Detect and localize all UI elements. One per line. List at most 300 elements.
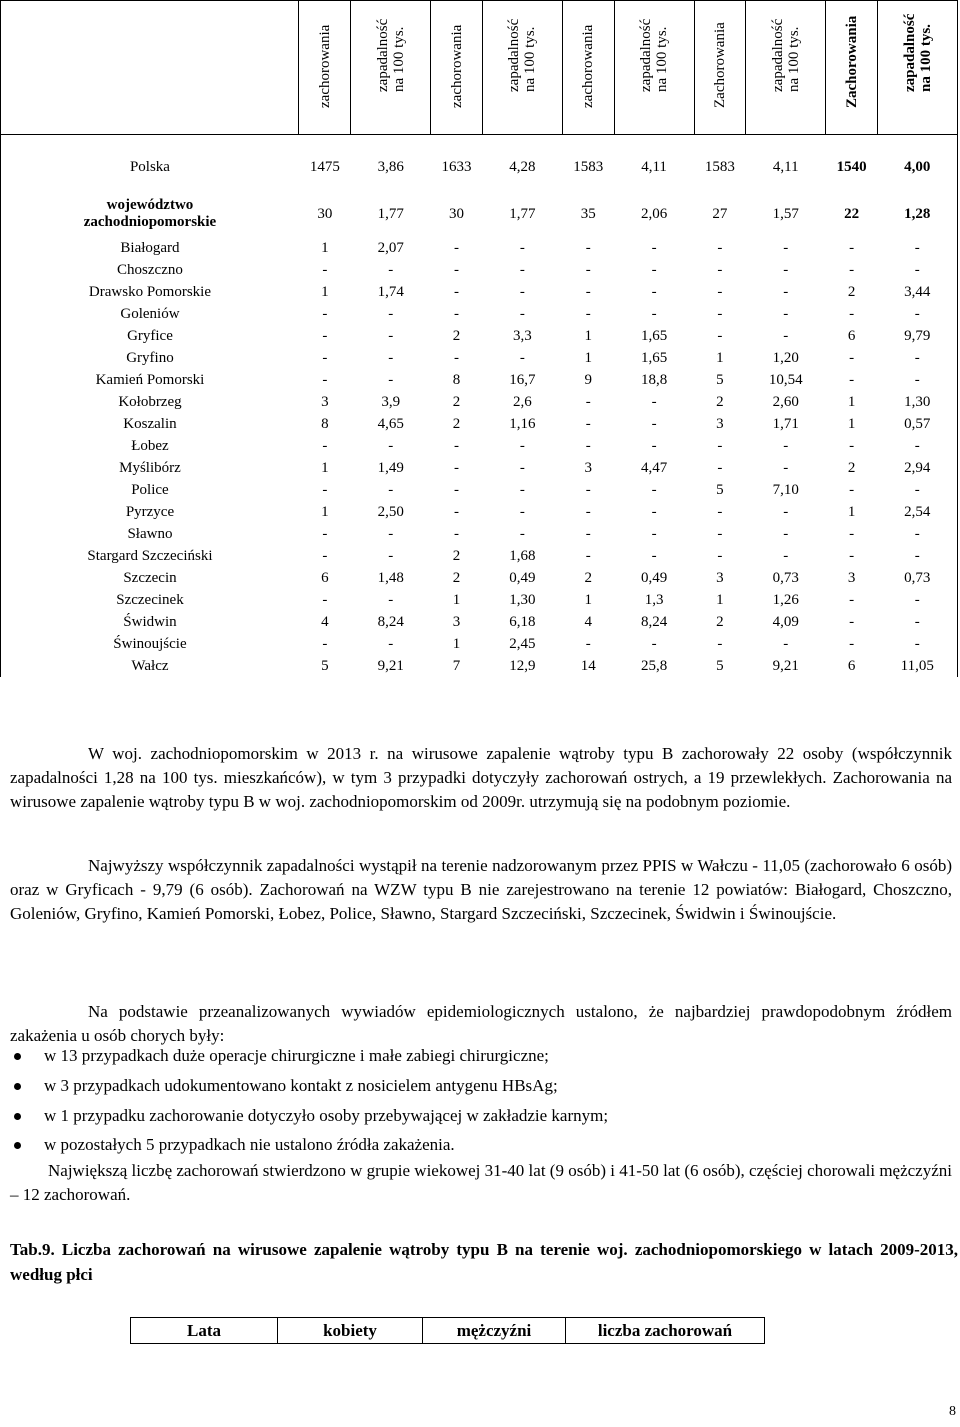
table-cell: -: [322, 261, 328, 278]
column-header: mężczyźni: [423, 1318, 566, 1344]
table-cell: 1,65: [640, 327, 668, 344]
table-cell: 2: [452, 569, 461, 586]
table-cell: 6: [847, 657, 856, 674]
table-cell: -: [783, 327, 789, 344]
table-cell: -: [388, 437, 394, 454]
table-cell: 2: [584, 569, 592, 586]
table-cell: 4,47: [640, 459, 668, 476]
table-cell: -: [519, 437, 525, 454]
table-cell: 9,21: [772, 657, 799, 674]
table-cell: 1,26: [772, 591, 799, 608]
table-cell: -: [717, 437, 723, 454]
table-cell: 1475: [309, 158, 340, 175]
table-cell: 2: [452, 415, 461, 432]
table-cell: -: [878, 237, 958, 259]
table-cell: -: [878, 545, 958, 567]
table-cell: 1583: [704, 158, 735, 175]
row-label: Szczecinek: [1, 589, 299, 611]
row-label: Świdwin: [1, 611, 299, 633]
table-cell: -: [585, 239, 591, 256]
column-header-text: zapadalność: [374, 18, 391, 92]
table-cell: 30: [317, 205, 333, 222]
table-cell: 0,49: [640, 569, 668, 586]
table-cell: 8: [452, 371, 461, 388]
table-cell: 4: [321, 613, 329, 630]
incidence-table: [0, 0, 958, 677]
column-header: kobiety: [278, 1318, 423, 1344]
table-cell: 14: [580, 657, 596, 674]
table-header-row: [131, 1318, 765, 1344]
table-row: [1, 435, 958, 457]
table-cell: -: [322, 635, 328, 652]
table-cell: 10,54: [768, 371, 803, 388]
table-cell: -: [388, 371, 394, 388]
table-cell: -: [849, 547, 855, 564]
table-cell: 1540: [836, 158, 867, 175]
bullet-icon: [14, 1053, 21, 1060]
row-label: Sławno: [1, 523, 299, 545]
table-cell: -: [878, 523, 958, 545]
column-header-text: na 100 tys.: [785, 26, 802, 92]
table-cell: -: [717, 547, 723, 564]
table-cell: 5: [716, 371, 724, 388]
table-cell: -: [651, 415, 657, 432]
table-cell: -: [878, 589, 958, 611]
table-cell: 1,49: [377, 459, 404, 476]
row-label: Police: [1, 479, 299, 501]
table-cell: 1,71: [772, 415, 799, 432]
table-cell: 4,11: [641, 158, 667, 175]
table-cell: -: [519, 349, 525, 366]
table-cell: 2,06: [640, 205, 668, 222]
column-header-text: na 100 tys.: [390, 26, 407, 92]
table-cell: -: [388, 525, 394, 542]
column-header-text: Zachorowania: [711, 22, 728, 108]
table-cell: -: [783, 283, 789, 300]
table-cell: -: [717, 283, 723, 300]
table-cell: 4,28: [509, 158, 536, 175]
table-cell: 1: [584, 591, 592, 608]
table-cell: -: [878, 611, 958, 633]
column-header: [878, 1, 958, 135]
table-cell: -: [388, 261, 394, 278]
table-cell: -: [849, 305, 855, 322]
paragraph-highest-incidence: Najwyższy współczynnik zapadalności wystąpił na terenie nadzorowanym przez PPIS w Wałczu - 11,05 (zachorowało 6 osób) oraz w Gryficach - 9,79 (6 osób). Zachorowań na WZW typu B nie zarejestrowano na terenie 12 powiatów: Białogard, Choszczno, Goleniów, Gryfino, Kamień Pomorski, Łobez, Police, Sławno, Stargard Szczeciński, Szczecinek, Świdwin i Świnoujście.: [10, 856, 952, 923]
table-row: [1, 281, 958, 303]
table-cell: -: [454, 261, 460, 278]
table-cell: -: [878, 303, 958, 325]
table-cell: 2: [847, 459, 856, 476]
table-row: [1, 655, 958, 677]
table-cell: -: [849, 525, 855, 542]
row-label-line: zachodniopomorskie: [83, 214, 217, 230]
table-cell: -: [322, 305, 328, 322]
table-row: [1, 391, 958, 413]
table-cell: 1: [584, 327, 592, 344]
table-cell: -: [585, 525, 591, 542]
table-cell: 2: [847, 283, 856, 300]
table-cell: -: [519, 261, 525, 278]
table-cell: 1,68: [509, 547, 536, 564]
table-cell: -: [519, 525, 525, 542]
table-cell: -: [519, 481, 525, 498]
table-cell: 1,30: [509, 591, 536, 608]
table-cell: -: [878, 369, 958, 391]
table-cell: -: [454, 525, 460, 542]
table-cell: 1,77: [377, 205, 404, 222]
row-label: Szczecin: [1, 567, 299, 589]
table-cell: -: [585, 437, 591, 454]
table-row: [1, 545, 958, 567]
table-cell: -: [388, 481, 394, 498]
table-cell: 5: [716, 481, 724, 498]
table-row: [1, 259, 958, 281]
table-cell: 3: [584, 459, 592, 476]
table-cell: 1,57: [772, 205, 799, 222]
row-label: Polska: [1, 149, 299, 185]
table-cell: -: [454, 503, 460, 520]
table-row: [1, 325, 958, 347]
table-cell: 4,11: [772, 158, 799, 175]
table-cell: 5: [716, 657, 724, 674]
column-header-text: na 100 tys.: [522, 26, 539, 92]
table-cell: 16,7: [509, 371, 536, 388]
table-cell: -: [849, 239, 855, 256]
table-cell: -: [783, 547, 789, 564]
table-cell: -: [783, 459, 789, 476]
bullet-icon: [14, 1142, 21, 1149]
table-cell: 7: [452, 657, 461, 674]
table-cell: -: [388, 591, 394, 608]
table-cell: -: [388, 305, 394, 322]
row-label: Myślibórz: [1, 457, 299, 479]
table-cell: -: [519, 459, 525, 476]
column-header-text: zapadalność: [506, 18, 523, 92]
table-row: [1, 523, 958, 545]
bullet-item: w 3 przypadkach udokumentowano kontakt z nosicielem antygenu HBsAg;: [44, 1076, 558, 1095]
table-cell: -: [585, 635, 591, 652]
table-cell: 4,09: [772, 613, 799, 630]
table-row: [1, 347, 958, 369]
table-row: [1, 589, 958, 611]
table-cell: 1,30: [878, 391, 958, 413]
table-cell: 0,49: [509, 569, 536, 586]
sex-table: [130, 1317, 765, 1344]
column-header: [614, 1, 694, 135]
column-header: [482, 1, 562, 135]
table-cell: -: [519, 239, 525, 256]
column-header: [431, 1, 483, 135]
table-cell: 3: [716, 415, 724, 432]
row-label: Koszalin: [1, 413, 299, 435]
column-header-text: na 100 tys.: [654, 26, 671, 92]
bullet-icon: [14, 1083, 21, 1090]
table-cell: 5: [321, 657, 329, 674]
table-cell: 0,57: [878, 413, 958, 435]
paragraph-sources-intro: Na podstawie przeanalizowanych wywiadów epidemiologicznych ustalono, że najbardziej prawdopodobnym źródłem zakażenia u osób chorych były:: [10, 1002, 952, 1045]
table-cell: -: [849, 635, 855, 652]
table-cell: -: [651, 393, 657, 410]
row-label: Kamień Pomorski: [1, 369, 299, 391]
column-header-text: na 100 tys.: [917, 24, 934, 92]
table-cell: 4,65: [377, 415, 404, 432]
table-cell: -: [783, 305, 789, 322]
table-cell: -: [849, 591, 855, 608]
table-cell: -: [388, 349, 394, 366]
table-cell: -: [878, 347, 958, 369]
table-cell: -: [783, 503, 789, 520]
column-header: [826, 1, 878, 135]
table-cell: 18,8: [640, 371, 668, 388]
table-cell: 3: [452, 613, 461, 630]
table-cell: 12,9: [509, 657, 536, 674]
table-cell: -: [651, 239, 657, 256]
table-cell: -: [651, 481, 657, 498]
column-header-text: zachorowania: [580, 24, 597, 108]
table-cell: -: [322, 371, 328, 388]
bullet-icon: [14, 1113, 21, 1120]
table-cell: 1: [716, 591, 724, 608]
table-cell: 1583: [573, 158, 604, 175]
table-cell: -: [783, 525, 789, 542]
table-cell: 30: [449, 205, 465, 222]
table-cell: -: [849, 481, 855, 498]
table-cell: -: [322, 327, 328, 344]
table-cell: 1,28: [878, 191, 958, 237]
table-cell: 0,73: [878, 567, 958, 589]
table-cell: 2,45: [509, 635, 536, 652]
row-label: Gryfino: [1, 347, 299, 369]
table-cell: -: [585, 305, 591, 322]
table-cell: 1,20: [772, 349, 799, 366]
table-row: [1, 479, 958, 501]
row-label: Świnoujście: [1, 633, 299, 655]
column-header: [299, 1, 351, 135]
table-cell: -: [717, 635, 723, 652]
table-cell: -: [322, 437, 328, 454]
table-cell: 1633: [441, 158, 472, 175]
table-row: [1, 369, 958, 391]
table-cell: -: [849, 437, 855, 454]
table-cell: 8,24: [377, 613, 404, 630]
column-header: [351, 1, 431, 135]
table-cell: 1: [452, 635, 461, 652]
table-cell: -: [454, 283, 460, 300]
column-header: [694, 1, 746, 135]
table-cell: 2: [452, 393, 461, 410]
row-label: Białogard: [1, 237, 299, 259]
table-row: [1, 303, 958, 325]
table-row: [1, 501, 958, 523]
table-row: [1, 413, 958, 435]
bullet-item: w 1 przypadku zachorowanie dotyczyło osoby przebywającej w zakładzie karnym;: [44, 1106, 609, 1125]
table-cell: -: [783, 261, 789, 278]
table-caption: Tab.9. Liczba zachorowań na wirusowe zapalenie wątroby typu B na terenie woj. zachodniopomorskiego w latach 2009-2013, według płci: [10, 1240, 958, 1284]
column-header-text: zapadalność: [901, 13, 918, 92]
table-cell: 1: [847, 393, 856, 410]
table-cell: 6,18: [509, 613, 536, 630]
table-cell: 2: [716, 613, 724, 630]
table-cell: 3: [847, 569, 856, 586]
table-cell: 2,54: [878, 501, 958, 523]
row-label: Choszczno: [1, 259, 299, 281]
row-label: Drawsko Pomorskie: [1, 281, 299, 303]
table-row-polska: [1, 149, 958, 185]
table-cell: -: [322, 481, 328, 498]
table-cell: 1,77: [509, 205, 536, 222]
table-cell: 3,44: [878, 281, 958, 303]
table-cell: 2: [716, 393, 724, 410]
table-cell: 2,94: [878, 457, 958, 479]
table-cell: -: [388, 547, 394, 564]
table-cell: -: [519, 305, 525, 322]
table-cell: -: [651, 305, 657, 322]
table-cell: -: [878, 259, 958, 281]
table-cell: -: [585, 547, 591, 564]
table-cell: 3: [716, 569, 724, 586]
table-cell: -: [454, 239, 460, 256]
row-label: Stargard Szczeciński: [1, 545, 299, 567]
table-cell: -: [783, 239, 789, 256]
table-cell: -: [849, 349, 855, 366]
table-cell: -: [322, 547, 328, 564]
table-cell: -: [878, 633, 958, 655]
table-cell: -: [454, 437, 460, 454]
table-cell: -: [585, 261, 591, 278]
paragraph-age-groups: Największą liczbę zachorowań stwierdzono w grupie wiekowej 31-40 lat (9 osób) i 41-50 lat (6 osób), częściej chorowali mężczyźni – 12 zachorowań.: [10, 1161, 952, 1204]
table-row: [1, 633, 958, 655]
table-cell: -: [585, 283, 591, 300]
table-cell: 2: [452, 547, 461, 564]
row-label: [1, 191, 299, 237]
table-cell: -: [454, 349, 460, 366]
table-cell: -: [717, 459, 723, 476]
table-cell: 8,24: [640, 613, 668, 630]
table-cell: 1: [716, 349, 724, 366]
column-header-text: zapadalność: [769, 18, 786, 92]
column-header: Lata: [131, 1318, 278, 1344]
table-cell: 1: [452, 591, 461, 608]
column-header-text: Zachorowania: [843, 15, 860, 108]
table-cell: 6: [847, 327, 856, 344]
table-cell: 2,60: [772, 393, 799, 410]
table-row: [1, 237, 958, 259]
table-cell: -: [519, 283, 525, 300]
table-cell: -: [849, 371, 855, 388]
table-cell: 9,79: [878, 325, 958, 347]
table-cell: 6: [321, 569, 329, 586]
table-cell: 25,8: [640, 657, 668, 674]
table-cell: -: [585, 503, 591, 520]
table-cell: 3,3: [513, 327, 532, 344]
table-cell: 35: [580, 205, 596, 222]
table-cell: 4,00: [878, 149, 958, 185]
table-cell: -: [651, 635, 657, 652]
table-cell: 1: [847, 503, 856, 520]
table-cell: -: [878, 479, 958, 501]
table-cell: -: [717, 327, 723, 344]
table-cell: -: [783, 635, 789, 652]
row-label: Goleniów: [1, 303, 299, 325]
table-row-voivodeship: [1, 191, 958, 237]
row-label: Kołobrzeg: [1, 391, 299, 413]
table-cell: 1,65: [640, 349, 668, 366]
page-number: 8: [949, 1404, 956, 1419]
table-cell: 1: [321, 283, 329, 300]
table-cell: -: [585, 415, 591, 432]
table-cell: 4: [584, 613, 592, 630]
paragraph-summary: W woj. zachodniopomorskim w 2013 r. na wirusowe zapalenie wątroby typu B zachorowały 22 osoby (współczynnik zapadalności 1,28 na 100 tys. mieszkańców), w tym 3 przypadki dotyczyły zachorowań ostrych, a 19 przewlekłych. Zachorowania na wirusowe zapalenie wątroby typu B w woj. zachodniopomorskim od 2009r. utrzymują się na podobnym poziomie.: [10, 744, 952, 811]
table-cell: -: [651, 547, 657, 564]
table-cell: 2: [452, 327, 461, 344]
table-cell: -: [454, 481, 460, 498]
table-row: [1, 567, 958, 589]
table-cell: 7,10: [772, 481, 799, 498]
table-cell: -: [454, 459, 460, 476]
table-cell: -: [651, 261, 657, 278]
column-header: [746, 1, 826, 135]
column-header-text: zapadalność: [638, 18, 655, 92]
table-cell: -: [878, 435, 958, 457]
column-header-text: zachorowania: [448, 24, 465, 108]
bullet-item: w pozostałych 5 przypadkach nie ustalono źródła zakażenia.: [44, 1135, 455, 1154]
table-row: [1, 457, 958, 479]
table-cell: -: [388, 635, 394, 652]
table-cell: 1,3: [644, 591, 664, 608]
table-cell: -: [717, 239, 723, 256]
table-cell: -: [717, 261, 723, 278]
table-cell: -: [717, 525, 723, 542]
table-cell: 2,07: [377, 239, 404, 256]
table-cell: 1,48: [377, 569, 404, 586]
row-label-line: województwo: [106, 197, 194, 213]
table-cell: 3,86: [377, 158, 404, 175]
table-cell: 9: [584, 371, 592, 388]
table-cell: -: [651, 283, 657, 300]
table-cell: 1,74: [377, 283, 404, 300]
column-header: liczba zachorowań: [566, 1318, 765, 1344]
table-cell: -: [519, 503, 525, 520]
table-cell: 22: [844, 205, 860, 222]
table-cell: 9,21: [377, 657, 404, 674]
table-cell: -: [322, 349, 328, 366]
table-cell: -: [651, 437, 657, 454]
bullet-item: w 13 przypadkach duże operacje chirurgiczne i małe zabiegi chirurgiczne;: [44, 1046, 549, 1065]
table-cell: -: [651, 503, 657, 520]
table-cell: 2,6: [513, 393, 532, 410]
table-cell: -: [388, 327, 394, 344]
table-cell: 1: [321, 239, 329, 256]
header-blank-cell: [1, 1, 299, 135]
row-label: Wałcz: [1, 655, 299, 677]
table-cell: -: [651, 525, 657, 542]
table-cell: 1: [847, 415, 856, 432]
table-cell: 1: [321, 459, 329, 476]
table-cell: -: [585, 481, 591, 498]
table-cell: 2,50: [377, 503, 404, 520]
table-cell: 0,73: [772, 569, 799, 586]
table-cell: -: [849, 261, 855, 278]
row-label: Gryfice: [1, 325, 299, 347]
table-cell: -: [783, 437, 789, 454]
column-header-text: zachorowania: [316, 24, 333, 108]
table-cell: -: [454, 305, 460, 322]
table-cell: 11,05: [878, 655, 958, 677]
table-row: [1, 611, 958, 633]
table-cell: -: [717, 503, 723, 520]
table-cell: 1: [584, 349, 592, 366]
table-cell: -: [322, 591, 328, 608]
